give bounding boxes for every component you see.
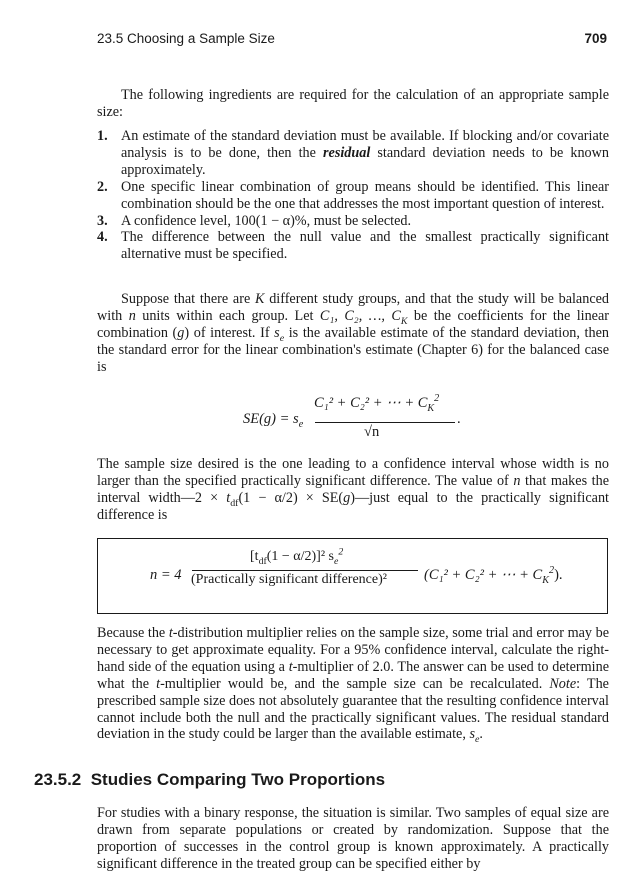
list-number: 2. — [97, 178, 108, 195]
list-number: 3. — [97, 212, 108, 229]
intro-paragraph: The following ingredients are required for the calculation of an appropriate sample size: — [97, 87, 609, 120]
fraction-bar — [192, 570, 418, 571]
sample-size-paragraph: The sample size desired is the one leading to a confidence interval whose width is no larger than the specified practically significant difference. The value of n that makes the interval width—2 × $t_{df}(1 - \alpha/2)$ × SE(g)—just equal to the practically significant difference is — [97, 456, 610, 523]
list-item: 3. A confidence level, 100(1 − α)%, must be selected. — [97, 212, 412, 229]
study-groups-paragraph: Suppose that there are K different study groups, and that the study will be balanced with n units within each group. Let C₁, C₂, …, $C_K$ be the coefficients for the linear combination (g) of interest. If $s_e$ is the available estimate of the standard deviation, then the standard error for the linear combination's estimate (Chapter 6) for the balanced case is — [97, 291, 610, 375]
section-number: 23.5.2 — [34, 770, 82, 789]
list-number: 1. — [97, 128, 108, 144]
running-head: 23.5 Choosing a Sample Size — [97, 31, 275, 46]
section-heading — [34, 770, 385, 790]
emphasis-residual: residual — [323, 144, 371, 161]
section-title: Studies Comparing Two Proportions — [90, 770, 386, 789]
binary-response-paragraph: For studies with a binary response, the situation is similar. Two samples of equal size are drawn from separate populations or created by randomization. Suppose that the proportion of successes in the control group is known approximately. A practically significant difference in the treated group can be specified either by — [97, 805, 609, 872]
list-number: 4. — [97, 229, 108, 246]
list-item: 1. An estimate of the standard deviation must be available. If blocking and/or covariate analysis is to be done, then the residual standard deviation needs to be known approximately. — [97, 128, 609, 178]
ingredients-list — [97, 128, 609, 263]
list-item: 2. One specific linear combination of group means should be identified. This linear combination should be the one that addresses the most important question of interest. — [97, 178, 609, 212]
page-number: 709 — [584, 31, 607, 46]
fraction-bar — [315, 422, 455, 423]
page-header — [97, 31, 607, 51]
standard-error-equation: $SE(g) = s_e$ C₁² + C₂² + ⋯ + $C_K^2$ √n . — [243, 393, 461, 440]
multiplier-paragraph: Because the t-distribution multiplier relies on the sample size, some trial and error may be necessary to get approximate equality. For a 95% confidence interval, calculate the right-hand side of the equation using a t-multiplier of 2.0. The answer can be used to determine what the t-multiplier would be, and the sample size can be recalculated. Note: The prescribed sample size does not absolutely guarantee that the resulting confidence interval cannot include both the null and the practically significant values. The residual standard deviation in the study could be larger than the available estimate, $s_e$. — [97, 625, 609, 746]
sample-size-formula-box: n = 4 $[t_{df}(1 - \alpha/2)]^2$ $s_e^2$ (Practically significant difference)² (C₁² + C₂² + ⋯ + $C_K^2$). — [97, 538, 608, 614]
list-item: 4. The difference between the null value and the smallest practically significant alternative must be specified. — [97, 229, 609, 263]
